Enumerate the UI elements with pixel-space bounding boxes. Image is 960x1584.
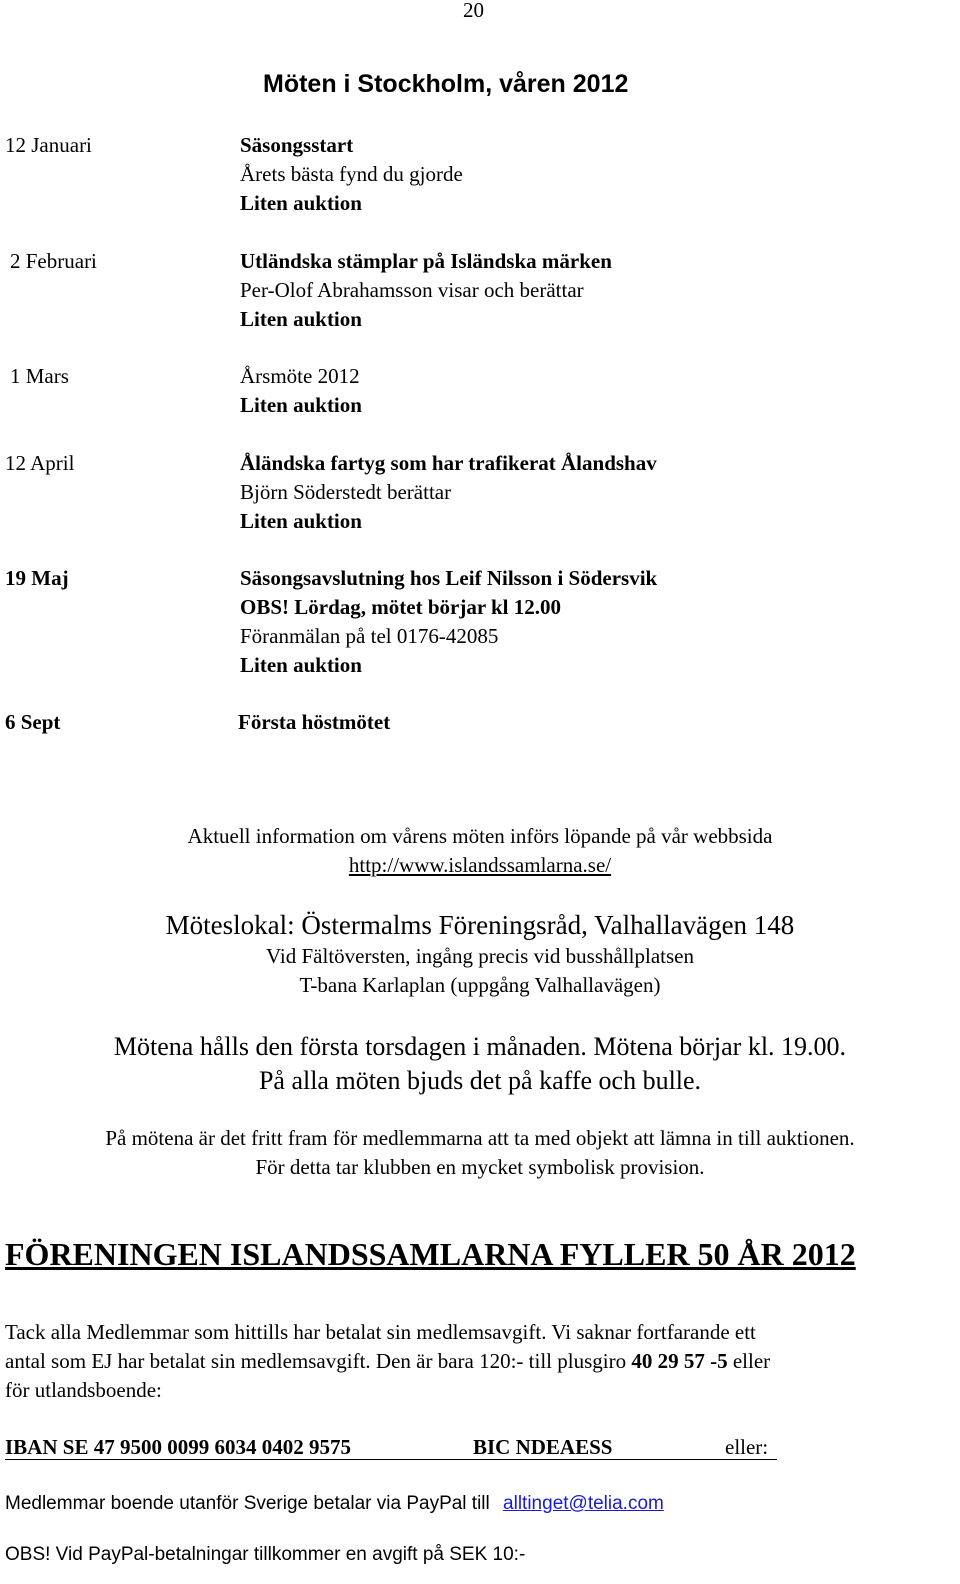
iban-number: IBAN SE 47 9500 0099 6034 0402 9575	[5, 1435, 351, 1459]
iban-underline	[5, 1459, 777, 1460]
schedule-date: 12 Januari	[5, 133, 92, 157]
schedule-date: 6 Sept	[5, 710, 61, 734]
schedule-date: 12 April	[5, 451, 75, 475]
venue-directions: Vid Fältöversten, ingång precis vid busshållplatsen	[266, 944, 694, 968]
website-link-row	[0, 855, 960, 876]
fee-text-line: för utlandsboende:	[5, 1378, 162, 1402]
schedule-line: Björn Söderstedt berättar	[240, 480, 452, 504]
coffee-text: På alla möten bjuds det på kaffe och bulle.	[258, 1066, 702, 1095]
fee-text-suffix: eller	[727, 1349, 771, 1373]
schedule-date: 2 Februari	[10, 249, 97, 273]
venue-text: Möteslokal: Östermalms Föreningsråd, Valhallavägen 148	[165, 910, 795, 940]
schedule-line: Liten auktion	[240, 307, 362, 331]
website-link[interactable]: http://www.islandssamlarna.se/	[348, 853, 612, 877]
schedule-line: Liten auktion	[240, 393, 362, 417]
iban-eller: eller:	[725, 1435, 769, 1459]
paypal-fee-text: OBS! Vid PayPal-betalningar tillkommer en avgift på SEK 10:-	[5, 1544, 526, 1565]
schedule-line: Utländska stämplar på Isländska märken	[240, 249, 612, 273]
schedule-line: Föranmälan på tel 0176-42085	[240, 624, 499, 648]
fee-text-line	[5, 1351, 770, 1372]
web-info-text: Aktuell information om vårens möten införs löpande på vår webbsida	[187, 824, 773, 848]
anniversary-heading: FÖRENINGEN ISLANDSSAMLARNA FYLLER 50 ÅR 2012	[5, 1236, 856, 1272]
schedule-line: Liten auktion	[240, 509, 362, 533]
auction-info-text: På mötena är det fritt fram för medlemmarna att ta med objekt att lämna in till auktionen.	[105, 1126, 855, 1150]
paypal-text-row	[5, 1494, 664, 1513]
fee-text-prefix: antal som EJ har betalat sin medlemsavgift. Den är bara 120:- till plusgiro	[5, 1349, 632, 1373]
schedule-line: Liten auktion	[240, 191, 362, 215]
schedule-line: OBS! Lördag, mötet börjar kl 12.00	[240, 595, 562, 619]
plusgiro-number: 40 29 57 -5	[631, 1349, 728, 1373]
page-title: Möten i Stockholm, våren 2012	[263, 70, 629, 98]
auction-provision-text: För detta tar klubben en mycket symbolisk provision.	[255, 1155, 705, 1179]
schedule-date: 1 Mars	[10, 364, 69, 388]
paypal-email-link[interactable]: alltinget@telia.com	[503, 1493, 664, 1514]
schedule-line: Årets bästa fynd du gjorde	[240, 162, 463, 186]
bic-code: BIC NDEAESS	[473, 1435, 613, 1459]
schedule-line: Säsongsstart	[240, 133, 354, 157]
schedule-line: Liten auktion	[240, 653, 362, 677]
schedule-line: Säsongsavslutning hos Leif Nilsson i Södersvik	[240, 566, 658, 590]
schedule-line: Åländska fartyg som har trafikerat Ålandshav	[240, 451, 657, 475]
schedule-line: Per-Olof Abrahamsson visar och berättar	[240, 278, 584, 302]
schedule-line: Årsmöte 2012	[240, 364, 360, 388]
schedule-date: 19 Maj	[5, 566, 69, 590]
paypal-text: Medlemmar boende utanför Sverige betalar via PayPal till	[5, 1493, 490, 1514]
meeting-time-text: Mötena hålls den första torsdagen i månaden. Mötena börjar kl. 19.00.	[113, 1032, 847, 1061]
venue-transit: T-bana Karlaplan (uppgång Valhallavägen)	[299, 973, 661, 997]
schedule-line: Första höstmötet	[238, 710, 391, 734]
fee-text-line: Tack alla Medlemmar som hittills har betalat sin medlemsavgift. Vi saknar fortfarande ett	[5, 1320, 756, 1344]
page-number: 20	[463, 0, 484, 22]
